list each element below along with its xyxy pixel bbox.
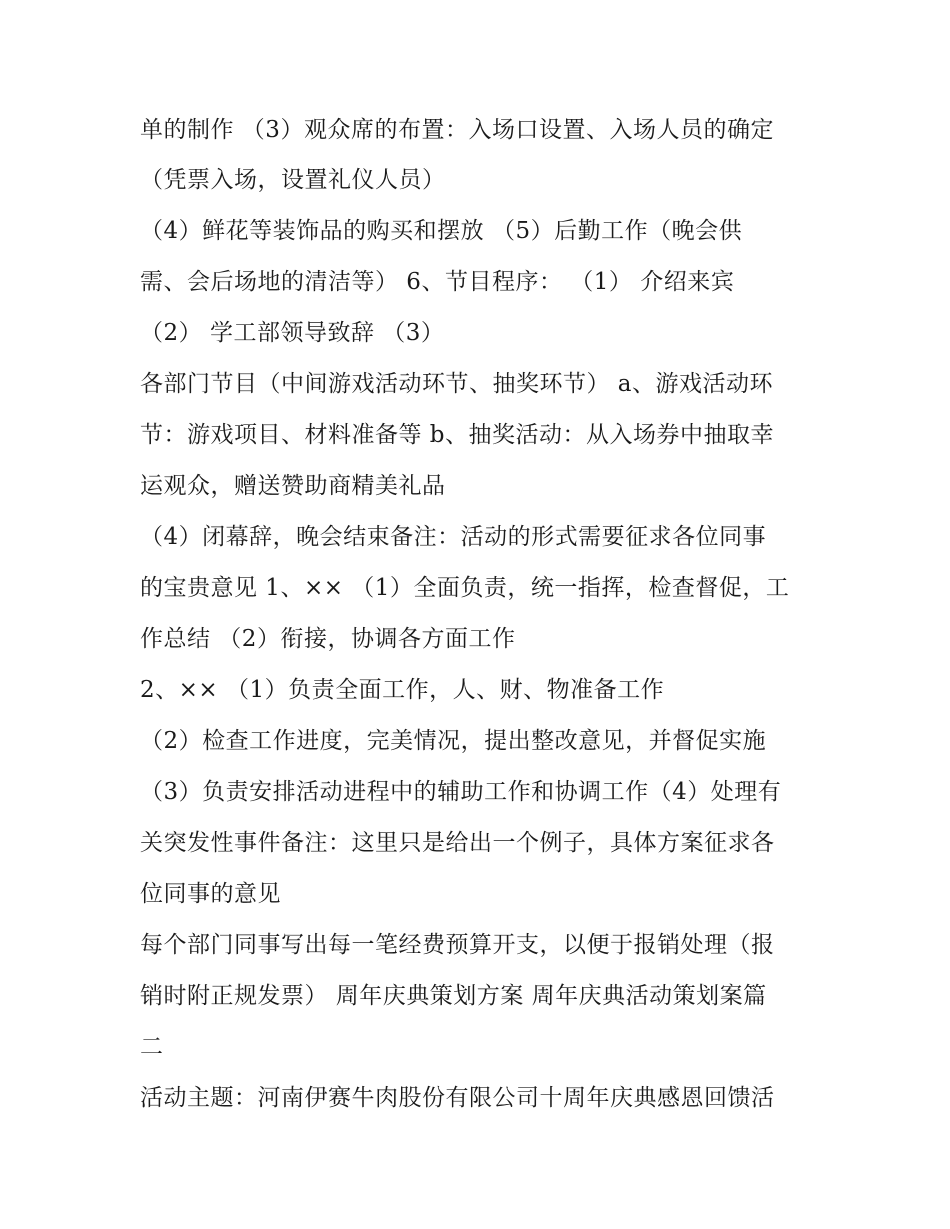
text-line: 2、×× （1）负责全面工作，人、财、物准备工作 — [140, 677, 665, 703]
text-line: 节：游戏项目、材料准备等 b、抽奖活动：从入场券中抽取幸 — [140, 422, 775, 448]
text-line: 各部门节目（中间游戏活动环节、抽奖环节） a、游戏活动环 — [140, 371, 774, 397]
text-line: 需、会后场地的清洁等） 6、节目程序： （1） 介绍来宾 — [140, 269, 735, 295]
text-line: （凭票入场，设置礼仪人员） — [140, 167, 446, 193]
text-line: （3）负责安排活动进程中的辅助工作和协调工作（4）处理有 — [140, 779, 782, 805]
text-line: 位同事的意见 — [140, 881, 281, 907]
text-line: 活动主题：河南伊赛牛肉股份有限公司十周年庆典感恩回馈活 — [140, 1085, 775, 1111]
text-line: （2） 学工部领导致辞 （3） — [140, 320, 445, 346]
text-line: （2）检查工作进度，完美情况，提出整改意见，并督促实施 — [140, 728, 767, 754]
text-line: 二 — [140, 1034, 164, 1060]
text-line: 作总结 （2）衔接，协调各方面工作 — [140, 626, 516, 652]
text-line: 的宝贵意见 1、×× （1）全面负责，统一指挥，检查督促，工 — [140, 575, 790, 601]
text-line: （4）鲜花等装饰品的购买和摆放 （5）后勤工作（晚会供 — [140, 218, 743, 244]
text-line: 销时附正规发票） 周年庆典策划方案 周年庆典活动策划案篇 — [140, 983, 767, 1009]
text-line: 单的制作 （3）观众席的布置：入场口设置、入场人员的确定 — [140, 117, 774, 143]
text-line: 每个部门同事写出每一笔经费预算开支，以便于报销处理（报 — [140, 932, 775, 958]
text-line: （4）闭幕辞，晚会结束备注：活动的形式需要征求各位同事 — [140, 524, 767, 550]
text-line: 运观众，赠送赞助商精美礼品 — [140, 473, 446, 499]
text-line: 关突发性事件备注：这里只是给出一个例子，具体方案征求各 — [140, 830, 775, 856]
